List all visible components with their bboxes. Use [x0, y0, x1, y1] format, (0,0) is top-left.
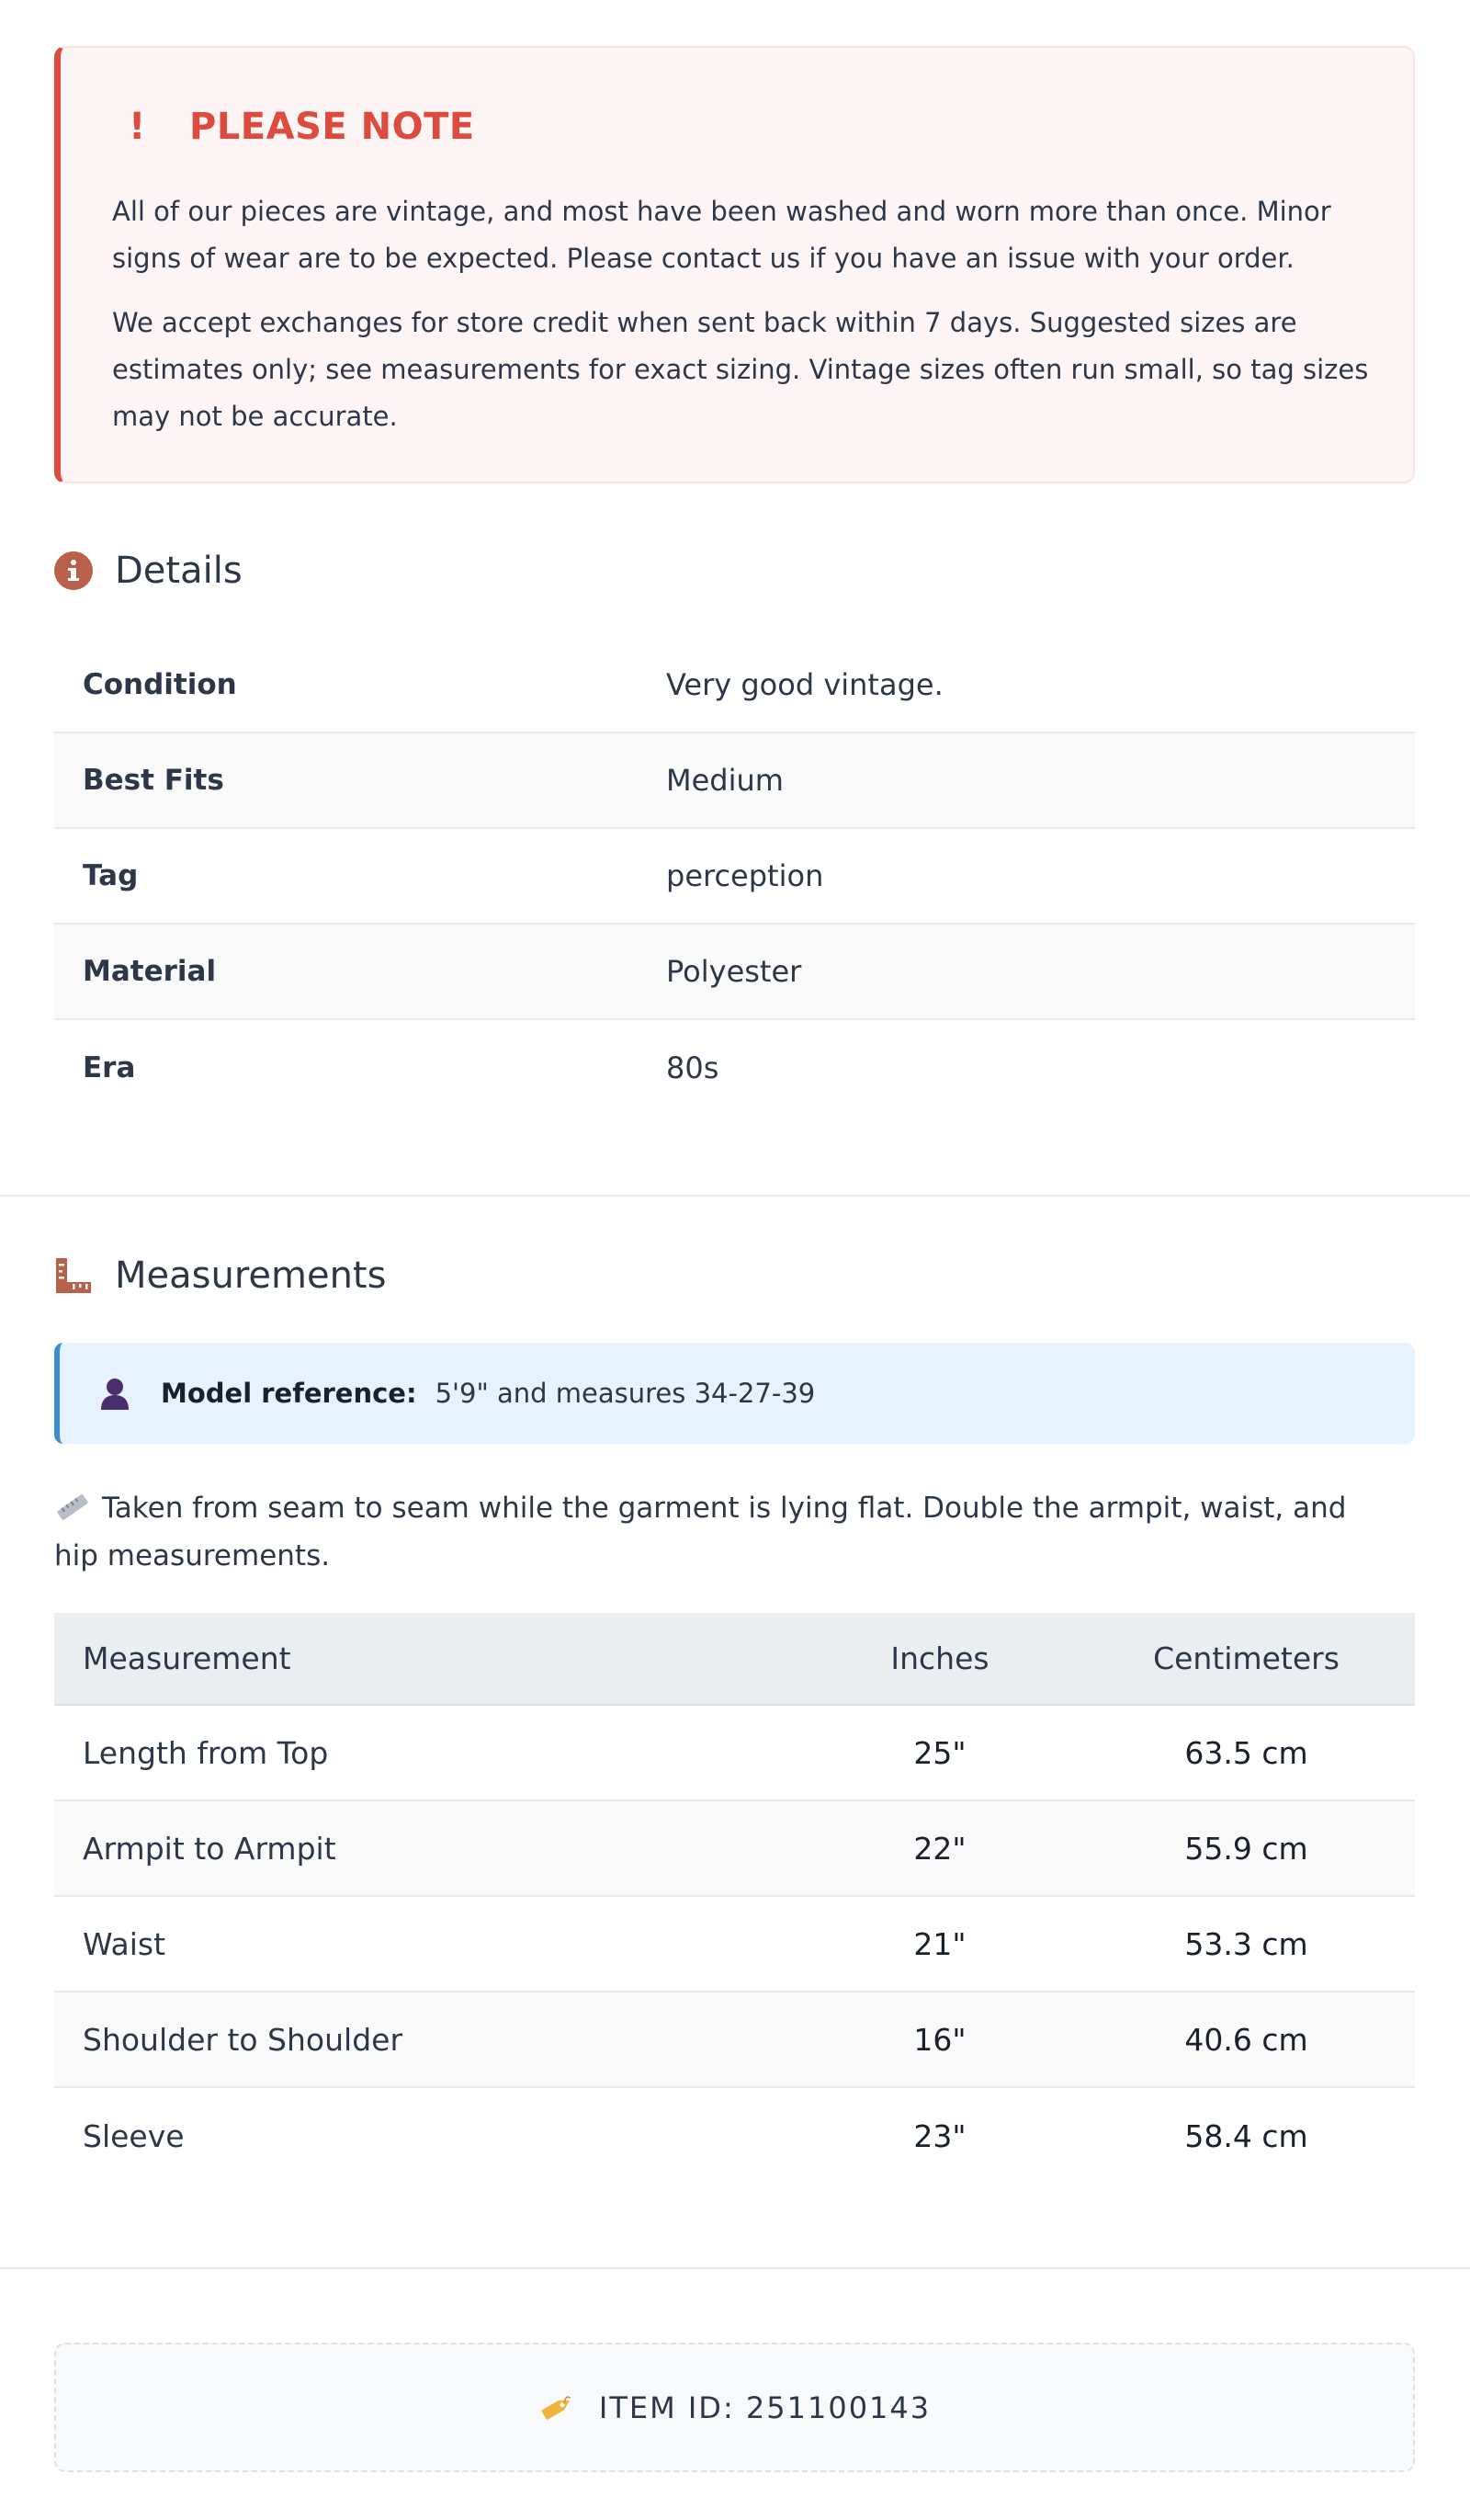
- measurement-name: Shoulder to Shoulder: [83, 2021, 403, 2058]
- notice-paragraph-2: We accept exchanges for store credit when sent back within 7 days. Suggested sizes are estimates only; see measurements for exact sizing. Vintage sizes often run small, so tag sizes may not be accurate.: [112, 307, 1369, 432]
- item-id-box: [54, 2343, 1415, 2472]
- details-row: [54, 925, 1415, 1020]
- details-label: Material: [83, 955, 217, 988]
- person-icon: [96, 1375, 133, 1412]
- measurement-name: Waist: [83, 1925, 166, 1962]
- model-reference-box: [54, 1343, 1415, 1444]
- notice-header: [125, 106, 475, 148]
- details-value: perception: [666, 858, 824, 893]
- section-divider: [0, 2267, 1470, 2269]
- measurements-heading: [54, 1254, 386, 1297]
- details-table: [54, 638, 1415, 1116]
- table-row: [54, 2088, 1415, 2184]
- details-row: [54, 733, 1415, 829]
- details-title: Details: [115, 550, 243, 592]
- column-header-measurement: Measurement: [83, 1640, 291, 1676]
- ruler-icon: [54, 1488, 91, 1515]
- measurement-name: Length from Top: [83, 1734, 329, 1771]
- model-reference-label: Model reference:: [161, 1378, 417, 1409]
- details-value: Medium: [666, 763, 784, 798]
- details-value: Very good vintage.: [666, 667, 944, 702]
- measurements-table: [54, 1613, 1415, 2184]
- details-row: [54, 829, 1415, 925]
- column-header-inches: Inches: [890, 1640, 989, 1676]
- measurement-note: [54, 1484, 1377, 1580]
- measurement-cm: 53.3 cm: [1184, 1925, 1308, 1962]
- notice-paragraph-1: All of our pieces are vintage, and most have been washed and worn more than once. Minor signs of wear are to be expected. Please contact us if you have an issue with your order.: [112, 196, 1331, 274]
- measurement-inches: 23": [913, 2117, 967, 2154]
- notice-title: PLEASE NOTE: [189, 106, 475, 148]
- model-reference-text: 5'9" and measures 34-27-39: [435, 1378, 816, 1409]
- tag-icon: [538, 2389, 575, 2426]
- measurement-inches: 25": [913, 1734, 967, 1771]
- details-value: 80s: [666, 1050, 719, 1085]
- info-circle-icon: [54, 551, 93, 590]
- measurement-inches: 21": [913, 1925, 967, 1962]
- item-id-label: ITEM ID: 251100143: [598, 2389, 932, 2425]
- measurement-cm: 63.5 cm: [1184, 1734, 1308, 1771]
- measurement-inches: 16": [913, 2021, 967, 2058]
- measurement-name: Sleeve: [83, 2117, 185, 2154]
- details-row: [54, 638, 1415, 733]
- details-label: Condition: [83, 668, 237, 701]
- column-header-centimeters: Centimeters: [1153, 1640, 1340, 1676]
- details-value: Polyester: [666, 954, 802, 989]
- details-heading: [54, 550, 243, 592]
- table-header-row: [54, 1613, 1415, 1706]
- details-row: [54, 1020, 1415, 1116]
- table-row: [54, 1897, 1415, 1992]
- details-label: Era: [83, 1051, 136, 1084]
- details-label: Tag: [83, 859, 139, 892]
- measurement-name: Armpit to Armpit: [83, 1830, 336, 1867]
- measurement-cm: 58.4 cm: [1184, 2117, 1308, 2154]
- measurement-cm: 55.9 cm: [1184, 1830, 1308, 1867]
- table-row: [54, 1992, 1415, 2088]
- ruler-icon: [54, 1256, 93, 1295]
- table-row: [54, 1801, 1415, 1897]
- measurements-title: Measurements: [115, 1254, 387, 1297]
- table-row: [54, 1706, 1415, 1801]
- exclamation-icon: !: [129, 106, 146, 148]
- details-label: Best Fits: [83, 764, 224, 797]
- please-note-alert: [54, 46, 1415, 483]
- measurement-cm: 40.6 cm: [1184, 2021, 1308, 2058]
- measurement-note-text: Taken from seam to seam while the garment is lying flat. Double the armpit, waist, and hip measurements.: [54, 1492, 1347, 1572]
- measurement-inches: 22": [913, 1830, 967, 1867]
- section-divider: [0, 1195, 1470, 1197]
